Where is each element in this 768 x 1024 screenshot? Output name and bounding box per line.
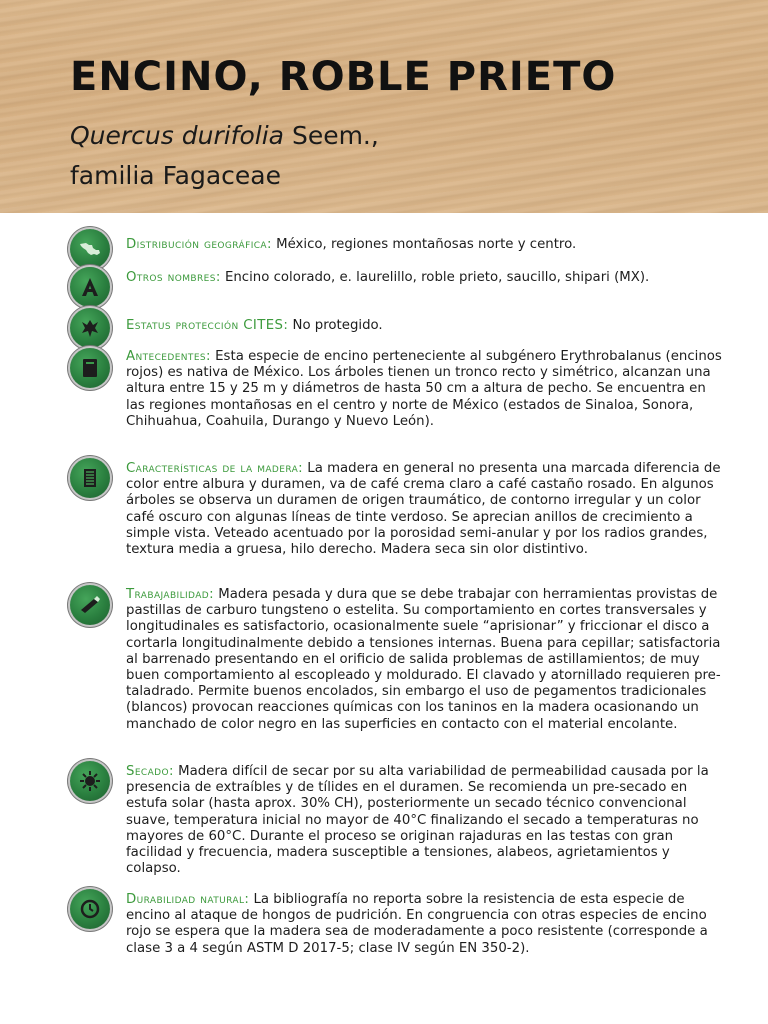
durability-clock-icon — [70, 889, 110, 929]
section-label: Otros nombres: — [126, 270, 221, 285]
section-label: Trabajabilidad: — [126, 587, 214, 602]
book-icon — [70, 348, 110, 388]
species-author: Seem., — [284, 121, 379, 150]
section-body: La bibliografía no reporta sobre la resistencia de esta especie de encino al ataque de hongos de pudrición. En congruencia con otras especies de encino rojo se espera que la madera sea de moderadamente a poco resistente (corresponde a clase 3 a 4 según ASTM D 2017-5; clase IV según EN 350-2). — [126, 892, 708, 956]
section-label: Características de la madera: — [126, 461, 304, 476]
section-text — [126, 349, 726, 430]
cites-eagle-icon — [70, 308, 110, 348]
section-body: Madera pesada y dura que se debe trabajar con herramientas provistas de pastillas de carburo tungsteno o estelita. Su comportamiento en cortes transversales y longitudinales es satisfactorio, ocasionalmente suele “aprisionar” y friccionar el disco a cortarla longitudinalmente debido a tensiones internas. Buena para cepillar; satisfactoria al barrenado presentando en el orificio de salida problemas de astillamientos; de muy buen comportamiento al escopleado y moldurado. El clavado y atornillado requieren pre-taladrado. Permite buenos encolados, sin embargo el uso de pegamentos tradicionales (blancos) provocan reacciones químicas con los taninos en la madera ocasionando un manchado de color negro en las superficies en contacto con el material encolante. — [126, 587, 721, 732]
section-body: Esta especie de encino perteneciente al subgénero Erythrobalanus (encinos rojos) es nativa de México. Los árboles tienen un tronco recto y simétrico, alcanzan una altura entre 15 y 25 m y diámetros de hasta 50 cm a altura de pecho. Se encuentra en las regiones montañosas en el centro y norte de México (estados de Sinaloa, Sonora, Chihuahua, Coahuila, Durango y Nuevo León). — [126, 349, 722, 429]
family-name: familia Fagaceae — [70, 161, 281, 190]
section-body: Madera difícil de secar por su alta variabilidad de permeabilidad causada por la presencia de extraíbles y de tílides en el duramen. Se recomienda un pre-secado en estufa solar (hasta aprox. 30% CH), posteriormente un secado técnico convencional suave, temperatura inicial no mayor de 40°C finalizando el secado a temperaturas no mayores de 60°C. Durante el proceso se originan rajaduras en las testas con gran facilidad y frecuencia, madera susceptible a tensiones, alabeos, agrietamientos y colapso. — [126, 764, 709, 877]
scientific-name: Quercus durifolia — [70, 121, 284, 150]
section-label: Durabilidad natural: — [126, 892, 250, 907]
species-subtitle — [70, 116, 379, 196]
mexico-map-icon — [70, 229, 110, 269]
section-label: Secado: — [126, 764, 174, 779]
section-text — [126, 318, 726, 334]
wood-texture-header — [0, 0, 768, 213]
scientific-name-line — [70, 116, 379, 156]
section-label: Estatus protección CITES: — [126, 318, 289, 333]
section-text — [126, 270, 726, 286]
section-body: No protegido. — [288, 318, 383, 333]
section-text — [126, 461, 726, 558]
section-body: La madera en general no presenta una marcada diferencia de color entre albura y duramen, va de café crema claro a café castaño rosado. En algunos árboles se observa un duramen de origen traumático, de contorno irregular y un color café oscuro con algunas líneas de tinte verdoso. Se aprecian anillos de crecimiento a simple vista. Veteado acentuado por la porosidad semi-anular y por los radios grandes, textura media a gruesa, hilo derecho. Madera seca sin olor distintivo. — [126, 461, 721, 558]
section-label: Distribución geográfica: — [126, 237, 272, 252]
sun-icon — [70, 761, 110, 801]
saw-icon — [70, 585, 110, 625]
section-text — [126, 892, 726, 957]
section-text — [126, 237, 726, 253]
wood-grain-icon — [70, 458, 110, 498]
section-text — [126, 764, 726, 877]
page-title: ENCINO, ROBLE PRIETO — [70, 54, 617, 100]
section-label: Antecedentes: — [126, 349, 211, 364]
section-text — [126, 587, 726, 733]
section-body: Encino colorado, e. laurelillo, roble prieto, saucillo, shipari (MX). — [220, 270, 650, 285]
letter-a-icon — [70, 267, 110, 307]
section-body: México, regiones montañosas norte y centro. — [271, 237, 577, 252]
